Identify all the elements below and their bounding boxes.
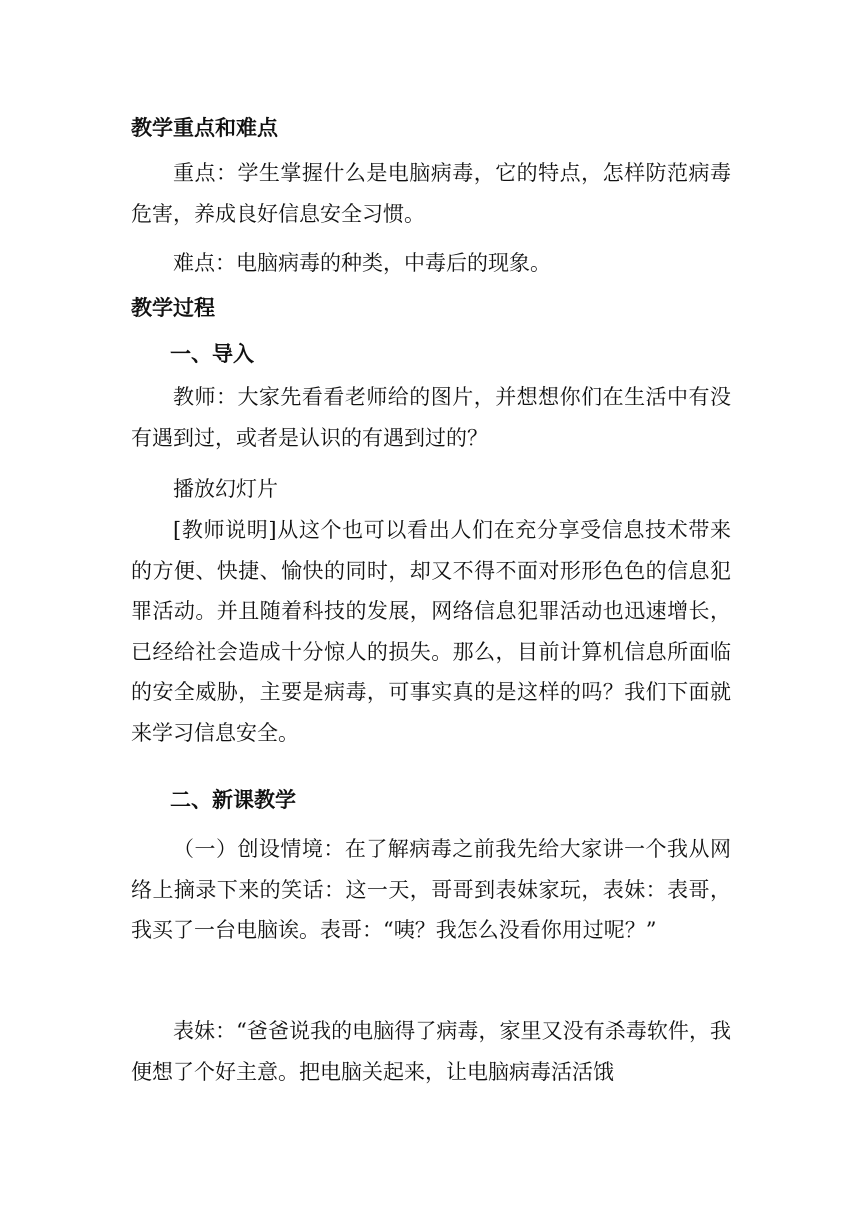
key-point-paragraph: 重点：学生掌握什么是电脑病毒，它的特点，怎样防范病毒危害，养成良好信息安全习惯。 bbox=[131, 161, 731, 226]
part1-slides-paragraph: 播放幻灯片 bbox=[173, 477, 278, 501]
process-heading: 教学过程 bbox=[131, 296, 215, 320]
part2-scenario-paragraph: （一）创设情境：在了解病毒之前我先给大家讲一个我从网络上摘录下来的笑话：这一天，哥哥到表妹家玩，表妹：表哥，我买了一台电脑诶。表哥：“咦？我怎么没看你用过呢？” bbox=[131, 837, 731, 942]
part1-heading: 一、导入 bbox=[170, 342, 254, 366]
part1-explain-paragraph: [教师说明]从这个也可以看出人们在充分享受信息技术带来的方便、快捷、愉快的同时，却又不得不面对形形色色的信息犯罪活动。并且随着科技的发展，网络信息犯罪活动也迅速增长，已经给社会造成十分惊人的损失。那么，目前计算机信息所面临的安全威胁，主要是病毒，可事实真的是这样的吗？我们下面就来学习信息安全。 bbox=[131, 518, 731, 745]
key-points-heading: 教学重点和难点 bbox=[131, 116, 278, 140]
part1-teacher-paragraph: 教师：大家先看看老师给的图片，并想想你们在生活中有没有遇到过，或者是认识的有遇到过的？ bbox=[131, 385, 731, 450]
difficulty-paragraph: 难点：电脑病毒的种类，中毒后的现象。 bbox=[173, 251, 551, 275]
part2-heading: 二、新课教学 bbox=[170, 788, 296, 812]
part2-cousin-paragraph: 表妹：“爸爸说我的电脑得了病毒，家里又没有杀毒软件，我便想了个好主意。把电脑关起来，让电脑病毒活活饿 bbox=[131, 1019, 731, 1084]
